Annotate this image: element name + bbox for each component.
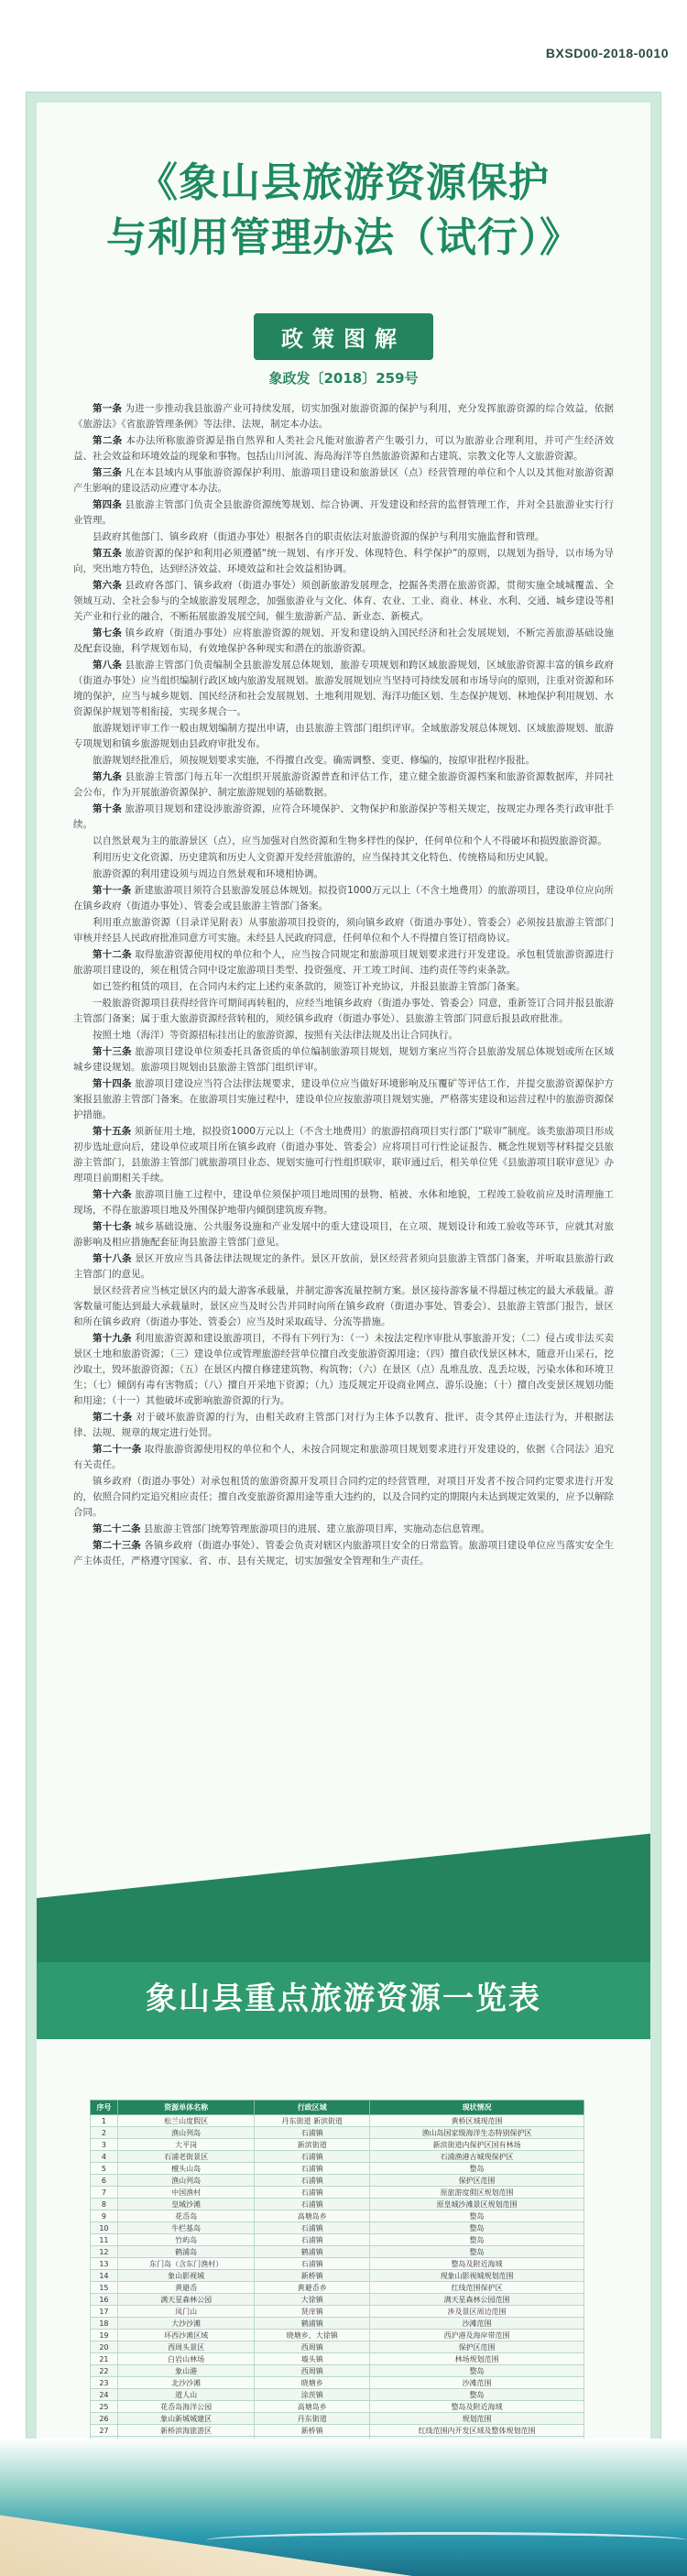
article-paragraph: [73, 1124, 614, 1186]
articles-body: [37, 396, 650, 1569]
table-row: [91, 2151, 584, 2163]
table-row: [91, 2139, 584, 2151]
table-cell: 象山影视城: [117, 2270, 254, 2282]
article-paragraph: [73, 770, 614, 801]
article-number: 第十四条: [93, 1078, 132, 1089]
article-text: 新建旅游项目须符合县旅游发展总体规划。拟投资1000万元以上（不含土地费用）的旅游项目，建设单位应向所在镇乡政府（街道办事处）、管委会或县旅游主管部门备案。: [73, 885, 614, 911]
article-text: 景区经营者应当核定景区内的最大游客承载量，并制定游客流量控制方案。景区接待游客量不得超过核定的最大承载量。游客数量可能达到最大承载量时，景区应当及时公告并同时向所在镇乡政府（街道办事处、管委会）、县旅游主管部门报告，景区和所在镇乡政府（街道办事处、管委会）应当及时采取疏导、分流等措施。: [73, 1285, 614, 1327]
table-cell: 黄桥区域现范围: [370, 2115, 584, 2127]
table-row: [91, 2115, 584, 2127]
article-text: 一般旅游资源项目获得经营许可期间再转租的，应经当地镇乡政府（街道办事处、管委会）同意，重新签订合同并报县旅游主管部门备案；属于重大旅游资源经营转租的，须经镇乡政府（街道办事处）、县旅游主管部门同意后报县政府批准。: [73, 998, 614, 1024]
article-text: 利用旅游资源和建设旅游项目，不得有下列行为：（一）未按法定程序审批从事旅游开发；（二）侵占或非法买卖景区土地和旅游资源；（三）建设单位或管理旅游经营单位擅自改变旅游资源用途；（四）擅自砍伐景区林木，随意开山采石，挖沙取土，毁坏旅游资源；（五）在景区内擅自修建建筑物、构筑物；（六）在景区（点）乱堆乱放、乱丢垃圾，污染水体和环境卫生；（七）倾倒有毒有害物质；（八）擅自开采地下资源；（九）违反规定开设商业网点、游乐设施；（十）擅自改变景区规划功能和用途；（十一）其他破坏或影响旅游资源的行为。: [73, 1333, 615, 1406]
article-paragraph: [73, 883, 614, 914]
article-number: 第十条: [93, 803, 123, 814]
table-cell: 沙滩范围: [370, 2318, 584, 2330]
table-row: [91, 2425, 584, 2437]
table-row: [91, 2330, 584, 2341]
table-cell: 道人山: [117, 2389, 254, 2401]
table-row: [91, 2270, 584, 2282]
table-cell: 9: [91, 2210, 118, 2222]
article-text: 县旅游主管部门负责全县旅游资源统筹规划、综合协调、开发建设和经营的监督管理工作，并对全县旅游业实行行业管理。: [73, 499, 615, 526]
table-row: [91, 2210, 584, 2222]
article-number: 第八条: [93, 660, 123, 671]
table-cell: 石浦镇: [255, 2187, 370, 2199]
table-cell: 原旅游度假区规划范围: [370, 2187, 584, 2199]
table-cell: 规划范围: [370, 2413, 584, 2425]
table-cell: 大平岗: [117, 2139, 254, 2151]
table-cell: 红线范围内开发区域及整体规划范围: [370, 2425, 584, 2437]
table-cell: 整岛及附近海域: [370, 2258, 584, 2270]
table-cell: 林场规划范围: [370, 2353, 584, 2365]
article-number: 第六条: [93, 580, 123, 591]
article-text: 如已签约租赁的项目，在合同内未约定上述约束条款的，须签订补充协议，并报县旅游主管部门备案。: [93, 981, 526, 992]
article-text: 镇乡政府（街道办事处）应将旅游资源的规划、开发和建设纳入国民经济和社会发展规划，不断完善旅游基础设施及配套设施，科学规划布局，有效地保护各种现实和潜在的旅游资源。: [73, 628, 615, 654]
table-cell: 满天星森林公园: [117, 2294, 254, 2306]
article-paragraph: [73, 465, 614, 497]
table-cell: 象山新城城建区: [117, 2413, 254, 2425]
table-cell: 大徐镇: [255, 2294, 370, 2306]
table-cell: 石浦镇: [255, 2175, 370, 2187]
table-cell: 石浦镇: [255, 2234, 370, 2246]
table-cell: 西沪港及海岸带范围: [370, 2330, 584, 2341]
article-number: 第二条: [93, 435, 123, 446]
table-cell: 贤庠镇: [255, 2306, 370, 2318]
table-cell: 墙头镇: [255, 2353, 370, 2365]
table-cell: 凤门山: [117, 2306, 254, 2318]
table-cell: 花岙岛海洋公园: [117, 2401, 254, 2413]
article-text: 凡在本县域内从事旅游资源保护利用、旅游项目建设和旅游景区（点）经营管理的单位和个人以及其他对旅游资源产生影响的建设活动应遵守本办法。: [73, 467, 615, 494]
article-text: 各镇乡政府（街道办事处）、管委会负责对辖区内旅游项目安全的日常监管。旅游项目建设单位应当落实安全生产主体责任，严格遵守国家、省、市、县有关规定，切实加强安全管理和生产责任。: [73, 1540, 615, 1566]
table-cell: 20: [91, 2341, 118, 2353]
article-paragraph: [73, 1442, 614, 1473]
article-text: 旅游规划评审工作一般由规划编制方提出申请，由县旅游主管部门组织评审。全域旅游发展总体规划、区域旅游规划、旅游专项规划和镇乡旅游规划由县政府审批发布。: [73, 723, 614, 749]
table-cell: 渔山列岛: [117, 2127, 254, 2139]
article-text: 旅游规划经批准后，须按规划要求实施，不得擅自改变。确需调整、变更、修编的，按原审批程序报批。: [93, 755, 535, 766]
table-cell: 东门岛（含东门渔村）: [117, 2258, 254, 2270]
table-row: [91, 2199, 584, 2210]
table-cell: 整岛: [370, 2246, 584, 2258]
article-paragraph: [73, 497, 614, 529]
table-cell: 17: [91, 2306, 118, 2318]
table-row: [91, 2222, 584, 2234]
article-text: 镇乡政府（街道办事处）对承包租赁的旅游资源开发项目合同约定的经营管理，对项目开发者不按合同约定要求进行开发的，依照合同约定追究相应责任；擅自改变旅游资源用途等重大违约的，以及合同约定的期限内未达到规定效果的，应予以解除合同。: [73, 1476, 614, 1518]
resource-table-wrapper: [90, 2100, 584, 2484]
article-number: 第四条: [93, 499, 123, 510]
policy-tag: 政策图解: [254, 313, 433, 360]
table-cell: 石浦镇: [255, 2199, 370, 2210]
table-cell: 象山港: [117, 2365, 254, 2377]
table-row: [91, 2163, 584, 2175]
article-text: 旅游资源的利用建设须与周边自然景观和环境相协调。: [93, 868, 323, 879]
table-cell: 14: [91, 2270, 118, 2282]
table-row: [91, 2246, 584, 2258]
article-paragraph: [73, 1522, 614, 1537]
article-paragraph: [73, 1219, 614, 1250]
article-text: 县旅游主管部门统筹管理旅游项目的进展、建立旅游项目库，实施动态信息管理。: [143, 1523, 490, 1534]
table-cell: 石浦镇: [255, 2258, 370, 2270]
table-cell: 1: [91, 2115, 118, 2127]
table-cell: 整岛: [370, 2210, 584, 2222]
article-text: 旅游项目规划和建设涉旅游资源，应符合环境保护、文物保护和旅游保护等相关规定，按规定办理各类行政审批手续。: [73, 803, 615, 830]
article-text: 县政府各部门、镇乡政府（街道办事处）须创新旅游发展理念，挖掘各类潜在旅游资源，贯彻实施全域城覆盖、全领域互动、全社会参与的全域旅游发展理念，加强旅游业与文化、体育、农业、工业、商业、林业、水利、交通、城乡建设等相关产业和行业的融合，不断拓展旅游发展空间，催生旅游新产品、新业态、新模式。: [73, 580, 615, 622]
table-cell: 新桥滨海旅游区: [117, 2425, 254, 2437]
article-text: 按照土地（海洋）等资源招标挂出让的旅游资源，按照有关法律法规及出让合同执行。: [93, 1030, 458, 1041]
coastline-illustration: [0, 2439, 687, 2576]
article-paragraph: [73, 1187, 614, 1218]
article-paragraph: [73, 721, 614, 752]
table-row: [91, 2377, 584, 2389]
article-text: 以自然景观为主的旅游景区（点），应当加强对自然资源和生物多样性的保护，任何单位和个人不得破坏和损毁旅游资源。: [93, 835, 607, 846]
article-paragraph: [73, 401, 614, 432]
article-text: 旅游项目施工过程中，建设单位须保护项目地周围的景物、植被、水体和地貌，工程竣工验收前应及时清理施工现场，不得在旅游项目地及外围保护地带内倾倒建筑废弃物。: [73, 1189, 615, 1216]
table-cell: 涂茨镇: [255, 2389, 370, 2401]
table-header-cell: 序号: [91, 2101, 118, 2115]
table-cell: 26: [91, 2413, 118, 2425]
table-cell: 16: [91, 2294, 118, 2306]
article-text: 对于破坏旅游资源的行为，由相关政府主管部门对行为主体予以教育、批评、责令其停止违法行为，并根据法律、法规、规章的规定进行处罚。: [73, 1412, 614, 1438]
table-cell: 13: [91, 2258, 118, 2270]
table-row: [91, 2187, 584, 2199]
table-header-cell: 行政区域: [255, 2101, 370, 2115]
table-cell: 21: [91, 2353, 118, 2365]
table-cell: 2: [91, 2127, 118, 2139]
article-paragraph: [73, 834, 614, 849]
resource-table: [90, 2100, 584, 2484]
article-number: 第二十二条: [93, 1523, 141, 1534]
table-header-cell: 现状情况: [370, 2101, 584, 2115]
table-cell: 鹤浦镇: [255, 2318, 370, 2330]
article-paragraph: [73, 850, 614, 866]
table-body: [91, 2115, 584, 2484]
table-cell: 满天星森林公园范围: [370, 2294, 584, 2306]
table-header-row: [91, 2101, 584, 2115]
table-cell: 石浦镇: [255, 2127, 370, 2139]
article-paragraph: [73, 979, 614, 995]
table-cell: 新滨街道内保护区国有林场: [370, 2139, 584, 2151]
article-number: 第二十三条: [93, 1540, 141, 1551]
table-row: [91, 2318, 584, 2330]
table-cell: 黄避岙乡: [255, 2282, 370, 2294]
content-frame: [26, 92, 661, 2455]
article-paragraph: [73, 1076, 614, 1123]
article-paragraph: [73, 546, 614, 577]
article-text: 须新征用土地，拟投资1000万元以上（不含土地费用）的旅游招商项目实行部门“联审”制度。该类旅游项目形成初步选址意向后，建设单位或项目所在镇乡政府（街道办事处、管委会）应将项目可行性论证报告、概念性规划等材料提交县旅游主管部门，县旅游主管部门就旅游项目业态、规划实施可行性组织联审，联审通过后，相关单位凭《县旅游项目联审意见》办理项目前期相关手续。: [73, 1126, 614, 1184]
table-cell: 高塘岛乡: [255, 2210, 370, 2222]
article-paragraph: [73, 626, 614, 657]
article-paragraph: [73, 867, 614, 882]
table-cell: 19: [91, 2330, 118, 2341]
table-cell: 西周头景区: [117, 2341, 254, 2353]
article-text: 旅游资源的保护和利用必须遵循“统一规划、有序开发、体现特色、科学保护”的原则，以规划为指导，以市场为导向，突出地方特色，达到经济效益、环境效益和社会效益相协调。: [73, 548, 614, 574]
table-cell: 丹东街道: [255, 2413, 370, 2425]
article-text: 旅游项目建设应当符合法律法规要求，建设单位应当做好环境影响及压覆矿等评估工作，并提交旅游资源保护方案报县旅游主管部门备案。在旅游项目实施过程中，建设单位应按旅游项目规划实施，严格落实建设和运营过程中的旅游资源保护措施。: [73, 1078, 615, 1120]
article-paragraph: [73, 1044, 614, 1075]
table-row: [91, 2413, 584, 2425]
table-cell: 鹤浦岛: [117, 2246, 254, 2258]
table-cell: 中国渔村: [117, 2187, 254, 2199]
table-cell: 27: [91, 2425, 118, 2437]
table-cell: 松兰山度假区: [117, 2115, 254, 2127]
article-paragraph: [73, 1028, 614, 1043]
article-number: 第五条: [93, 548, 122, 559]
article-text: 县旅游主管部门负责编制全县旅游发展总体规划，旅游专项规划和跨区域旅游规划，区域旅游资源丰富的镇乡政府（街道办事处）应当组织编制行政区域内旅游发展规划。旅游发展规划应当坚持可持续发展和市场导向的原则，注重对资源和环境的保护，应当与城乡规划、国民经济和社会发展规划、土地利用规划、海洋功能区划、生态保护规划、林地保护利用规划、水资源保护规划等相衔接，实现多规合一。: [73, 660, 615, 717]
article-text: 取得旅游资源使用权的单位和个人，未按合同规定和旅游项目规划要求进行开发建设的，依据《合同法》追究有关责任。: [73, 1444, 615, 1470]
table-cell: 涉及景区周边范围: [370, 2306, 584, 2318]
table-cell: 10: [91, 2222, 118, 2234]
table-cell: 鹤浦镇: [255, 2246, 370, 2258]
table-row: [91, 2294, 584, 2306]
article-number: 第一条: [93, 403, 123, 414]
article-paragraph: [73, 753, 614, 769]
table-cell: 渔山岛国家级海洋生态特别保护区: [370, 2127, 584, 2139]
page-title: [37, 156, 650, 266]
table-cell: 整岛: [370, 2389, 584, 2401]
article-paragraph: [73, 947, 614, 978]
table-row: [91, 2365, 584, 2377]
article-text: 利用重点旅游资源（目录详见附表）从事旅游项目投资的，须向镇乡政府（街道办事处）、管委会）必须按县旅游主管部门审核并经县人民政府批准同意方可实施。未经县人民政府同意，任何单位和个人不得擅自签订招商协议。: [73, 917, 614, 944]
table-cell: 3: [91, 2139, 118, 2151]
table-cell: 石浦镇: [255, 2163, 370, 2175]
table-cell: 石浦渔港古城现保护区: [370, 2151, 584, 2163]
article-paragraph: [73, 529, 614, 545]
table-cell: 石浦老街景区: [117, 2151, 254, 2163]
article-number: 第十一条: [93, 885, 132, 896]
table-cell: 6: [91, 2175, 118, 2187]
table-cell: 晓塘乡: [255, 2377, 370, 2389]
table-cell: 23: [91, 2377, 118, 2389]
table-cell: 5: [91, 2163, 118, 2175]
article-text: 本办法所称旅游资源是指自然界和人类社会凡能对旅游者产生吸引力，可以为旅游业合理利用，并可产生经济效益、社会效益和环境效益的现象和事物。包括山川河流、海岛海洋等自然旅游资源和古建筑、宗教文化等人文旅游资源。: [73, 435, 615, 462]
article-paragraph: [73, 1410, 614, 1441]
table-cell: 白岩山林场: [117, 2353, 254, 2365]
table-cell: 石浦镇: [255, 2222, 370, 2234]
table-cell: 12: [91, 2246, 118, 2258]
table-row: [91, 2282, 584, 2294]
article-paragraph: [73, 802, 614, 833]
article-text: 为进一步推动我县旅游产业可持续发展，切实加强对旅游资源的保护与利用，充分发挥旅游资源的综合效益，依据《旅游法》《省旅游管理条例》等法律、法规，制定本办法。: [73, 403, 615, 430]
table-cell: 保护区范围: [370, 2175, 584, 2187]
article-paragraph: [73, 1283, 614, 1330]
article-number: 第十九条: [93, 1333, 132, 1344]
table-row: [91, 2389, 584, 2401]
table-cell: 新桥镇: [255, 2270, 370, 2282]
table-cell: 渔山列岛: [117, 2175, 254, 2187]
article-paragraph: [73, 1474, 614, 1521]
article-number: 第三条: [93, 467, 123, 478]
wave-line: [206, 2532, 687, 2549]
table-cell: 18: [91, 2318, 118, 2330]
article-number: 第十二条: [93, 949, 132, 960]
table-cell: 环西沙滩区域: [117, 2330, 254, 2341]
table-cell: 丹东街道 新滨街道: [255, 2115, 370, 2127]
article-paragraph: [73, 1331, 614, 1409]
table-cell: 牛栏基岛: [117, 2222, 254, 2234]
table-row: [91, 2353, 584, 2365]
table-cell: 整岛: [370, 2222, 584, 2234]
table-cell: 24: [91, 2389, 118, 2401]
article-text: 取得旅游资源使用权的单位和个人，应当按合同规定和旅游项目规划要求进行开发建设。承包租赁旅游资源进行旅游项目建设的，须在租赁合同中设定旅游项目类型、投资强度、开工竣工时间、违约责任等约束条款。: [73, 949, 615, 976]
article-paragraph: [73, 1251, 614, 1283]
article-number: 第二十一条: [93, 1444, 142, 1455]
document-number: 象政发〔2018〕259号: [268, 370, 419, 387]
article-text: 利用历史文化资源、历史建筑和历史人文资源开发经营旅游的，应当保持其文化特色、传统格局和历史风貌。: [93, 852, 554, 863]
table-row: [91, 2341, 584, 2353]
table-cell: 大沙沙滩: [117, 2318, 254, 2330]
table-cell: 北沙沙滩: [117, 2377, 254, 2389]
table-row: [91, 2401, 584, 2413]
table-row: [91, 2175, 584, 2187]
article-number: 第十七条: [93, 1221, 132, 1232]
table-cell: 11: [91, 2234, 118, 2246]
article-number: 第二十条: [93, 1412, 133, 1423]
table-cell: 红线范围保护区: [370, 2282, 584, 2294]
article-number: 第九条: [93, 771, 123, 782]
table-cell: 25: [91, 2401, 118, 2413]
table-cell: 石浦镇: [255, 2151, 370, 2163]
article-number: 第十三条: [93, 1046, 132, 1057]
article-paragraph: [73, 658, 614, 720]
table-cell: 8: [91, 2199, 118, 2210]
table-cell: 高塘岛乡: [255, 2401, 370, 2413]
table-cell: 原皇城沙滩景区规划范围: [370, 2199, 584, 2210]
table-cell: 西周镇: [255, 2365, 370, 2377]
table-cell: 7: [91, 2187, 118, 2199]
table-cell: 竹屿岛: [117, 2234, 254, 2246]
table-cell: 现象山影视城规划范围: [370, 2270, 584, 2282]
table-cell: 4: [91, 2151, 118, 2163]
table-cell: 檀头山岛: [117, 2163, 254, 2175]
article-paragraph: [73, 433, 614, 464]
table-cell: 保护区范围: [370, 2341, 584, 2353]
article-text: 城乡基础设施、公共服务设施和产业发展中的重大建设项目，在立项、规划设计和竣工验收等环节，应就其对旅游影响及相应措施配套征询县旅游主管部门意见。: [73, 1221, 615, 1248]
article-paragraph: [73, 915, 614, 946]
table-cell: 西周镇: [255, 2341, 370, 2353]
table-cell: 沙滩范围: [370, 2377, 584, 2389]
table-cell: 新滨街道: [255, 2139, 370, 2151]
article-text: 县旅游主管部门每五年一次组织开展旅游资源普查和评估工作，建立健全旅游资源档案和旅游资源数据库，并同社会公布，作为开展旅游资源保护、制定旅游规划的基础数据。: [73, 771, 615, 798]
article-text: 县政府其他部门、镇乡政府（街道办事处）根据各自的职责依法对旅游资源的保护与利用实施监督和管理。: [93, 531, 545, 542]
table-cell: 整岛: [370, 2234, 584, 2246]
article-number: 第七条: [93, 628, 123, 639]
table-row: [91, 2306, 584, 2318]
table-row: [91, 2127, 584, 2139]
article-text: 旅游项目建设单位须委托具备资质的单位编制旅游项目规划，规划方案应当符合县旅游发展总体规划或所在区域城乡建设规划。旅游项目规划由县旅游主管部门组织评审。: [73, 1046, 615, 1073]
article-paragraph: [73, 1538, 614, 1569]
table-header-cell: 资源单体名称: [117, 2101, 254, 2115]
article-number: 第十八条: [93, 1253, 132, 1264]
table-row: [91, 2234, 584, 2246]
article-number: 第十六条: [93, 1189, 132, 1200]
table-banner: [37, 1898, 650, 2090]
title-line-1: 《象山县旅游资源保护: [137, 159, 550, 206]
header: [37, 103, 650, 396]
banner-title: 象山县重点旅游资源一览表: [146, 1981, 541, 2017]
article-paragraph: [73, 578, 614, 625]
table-cell: 皇城沙滩: [117, 2199, 254, 2210]
content-panel: [37, 103, 650, 2444]
table-cell: 15: [91, 2282, 118, 2294]
table-cell: 22: [91, 2365, 118, 2377]
document-code: BXSD00-2018-0010: [545, 46, 669, 60]
table-cell: 晓塘乡、大徐镇: [255, 2330, 370, 2341]
title-line-2: 与利用管理办法（试行）》: [106, 214, 581, 261]
table-row: [91, 2258, 584, 2270]
article-number: 第十五条: [93, 1126, 132, 1137]
table-cell: 新桥镇: [255, 2425, 370, 2437]
article-text: 景区开放应当具备法律法规规定的条件。景区开放前，景区经营者须向县旅游主管部门备案，并听取县旅游行政主管部门的意见。: [73, 1253, 615, 1280]
table-cell: 整岛: [370, 2163, 584, 2175]
table-cell: 花岙岛: [117, 2210, 254, 2222]
table-cell: 整岛: [370, 2365, 584, 2377]
table-cell: 整岛及附近海域: [370, 2401, 584, 2413]
article-paragraph: [73, 996, 614, 1027]
table-cell: 黄避岙: [117, 2282, 254, 2294]
